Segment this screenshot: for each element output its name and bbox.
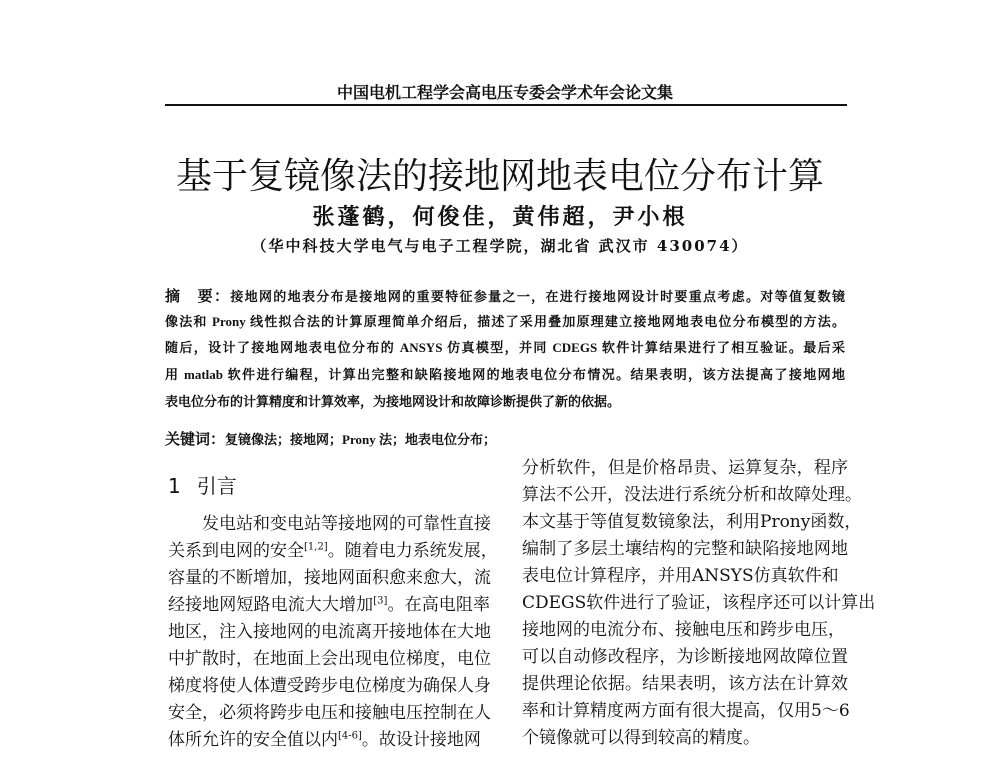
body-line: 安全，必须将跨步电压和接触电压控制在人 [168, 703, 491, 723]
body-line: 本文基于等值复数镜象法，利用Prony函数， [522, 512, 862, 532]
body-line: 发电站和变电站等接地网的可靠性直接 [202, 514, 491, 534]
text: 。在高电阻率 [387, 595, 490, 615]
body-line [168, 539, 498, 563]
body-line: 率和计算精度两方面有很大提高，仅用5～6 [522, 701, 850, 721]
body-line: 中扩散时，在地面上会出现电位梯度，电位 [168, 649, 491, 669]
abstract-line: 像法和 Prony 线性拟合法的计算原理简单介绍后，描述了采用叠加原理建立接地网地表电位分布模型的方法。 [165, 314, 845, 329]
header-rule [165, 104, 847, 106]
body-line: 容量的不断增加，接地网面积愈来愈大，流 [168, 568, 491, 588]
citation: [4-6] [338, 730, 362, 742]
citation: [1,2] [304, 541, 328, 553]
body-line: 地区，注入接地网的电流离开接地体在大地 [168, 622, 491, 642]
body-line: 表电位计算程序，并用ANSYS仿真软件和 [522, 566, 839, 586]
abstract-line: 随后，设计了接地网地表电位分布的 ANSYS 仿真模型，并同 CDEGS 软件计算结果进行了相互验证。最后采 [165, 340, 845, 355]
text: 经接地网短路电流大大增加 [168, 595, 374, 615]
keywords-label: 关键词： [165, 430, 226, 448]
body-line: 分析软件，但是价格昂贵、运算复杂，程序 [522, 458, 848, 478]
section-heading [168, 470, 237, 499]
body-line: 编制了多层土壤结构的完整和缺陷接地网地 [522, 539, 848, 559]
abstract-line [165, 287, 845, 305]
authors: 张蓬鹤，何俊佳，黄伟超，尹小根 [312, 204, 688, 230]
keywords-text: 复镜像法；接地网；Prony 法；地表电位分布； [225, 432, 496, 447]
text: 。随着电力系统发展， [327, 541, 498, 561]
citation: [3] [373, 595, 388, 607]
text: 体所允许的安全值以内 [168, 730, 338, 750]
body-line: 接地网的电流分布、接触电压和跨步电压， [522, 620, 845, 640]
section-number: 1 [168, 474, 181, 498]
running-header: 中国电机工程学会高电压专委会学术年会论文集 [336, 83, 673, 102]
paper-title: 基于复镜像法的接地网地表电位分布计算 [175, 156, 824, 197]
text: 。故设计接地网 [361, 730, 481, 750]
body-line: 梯度将使人体遭受跨步电位梯度为确保人身 [168, 676, 491, 696]
abstract-line: 表电位分布的计算精度和计算效率，为接地网设计和故障诊断提供了新的依据。 [165, 394, 621, 409]
text: 关系到电网的安全 [168, 541, 304, 561]
body-line: 可以自动修改程序，为诊断接地网故障位置 [522, 647, 848, 667]
body-line: 提供理论依据。结果表明，该方法在计算效 [522, 674, 848, 694]
section-title: 引言 [196, 474, 237, 498]
abstract-text: 接地网的地表分布是接地网的重要特征参量之一，在进行接地网设计时要重点考虑。对等值复数镜 [230, 289, 845, 304]
abstract-line: 用 matlab 软件进行编程，计算出完整和缺陷接地网的地表电位分布情况。结果表明，该方法提高了接地网地 [165, 367, 845, 382]
keywords [165, 428, 496, 449]
body-line [168, 593, 490, 617]
body-line: CDEGS软件进行了验证，该程序还可以计算出 [522, 593, 876, 613]
body-line [168, 728, 490, 752]
body-line: 个镜像就可以得到较高的精度。 [522, 728, 760, 748]
abstract-label: 摘 要： [165, 287, 231, 305]
body-line: 算法不公开，没法进行系统分析和故障处理。 [522, 485, 862, 505]
affiliation: （华中科技大学电气与电子工程学院，湖北省 武汉市 430074） [251, 237, 749, 255]
